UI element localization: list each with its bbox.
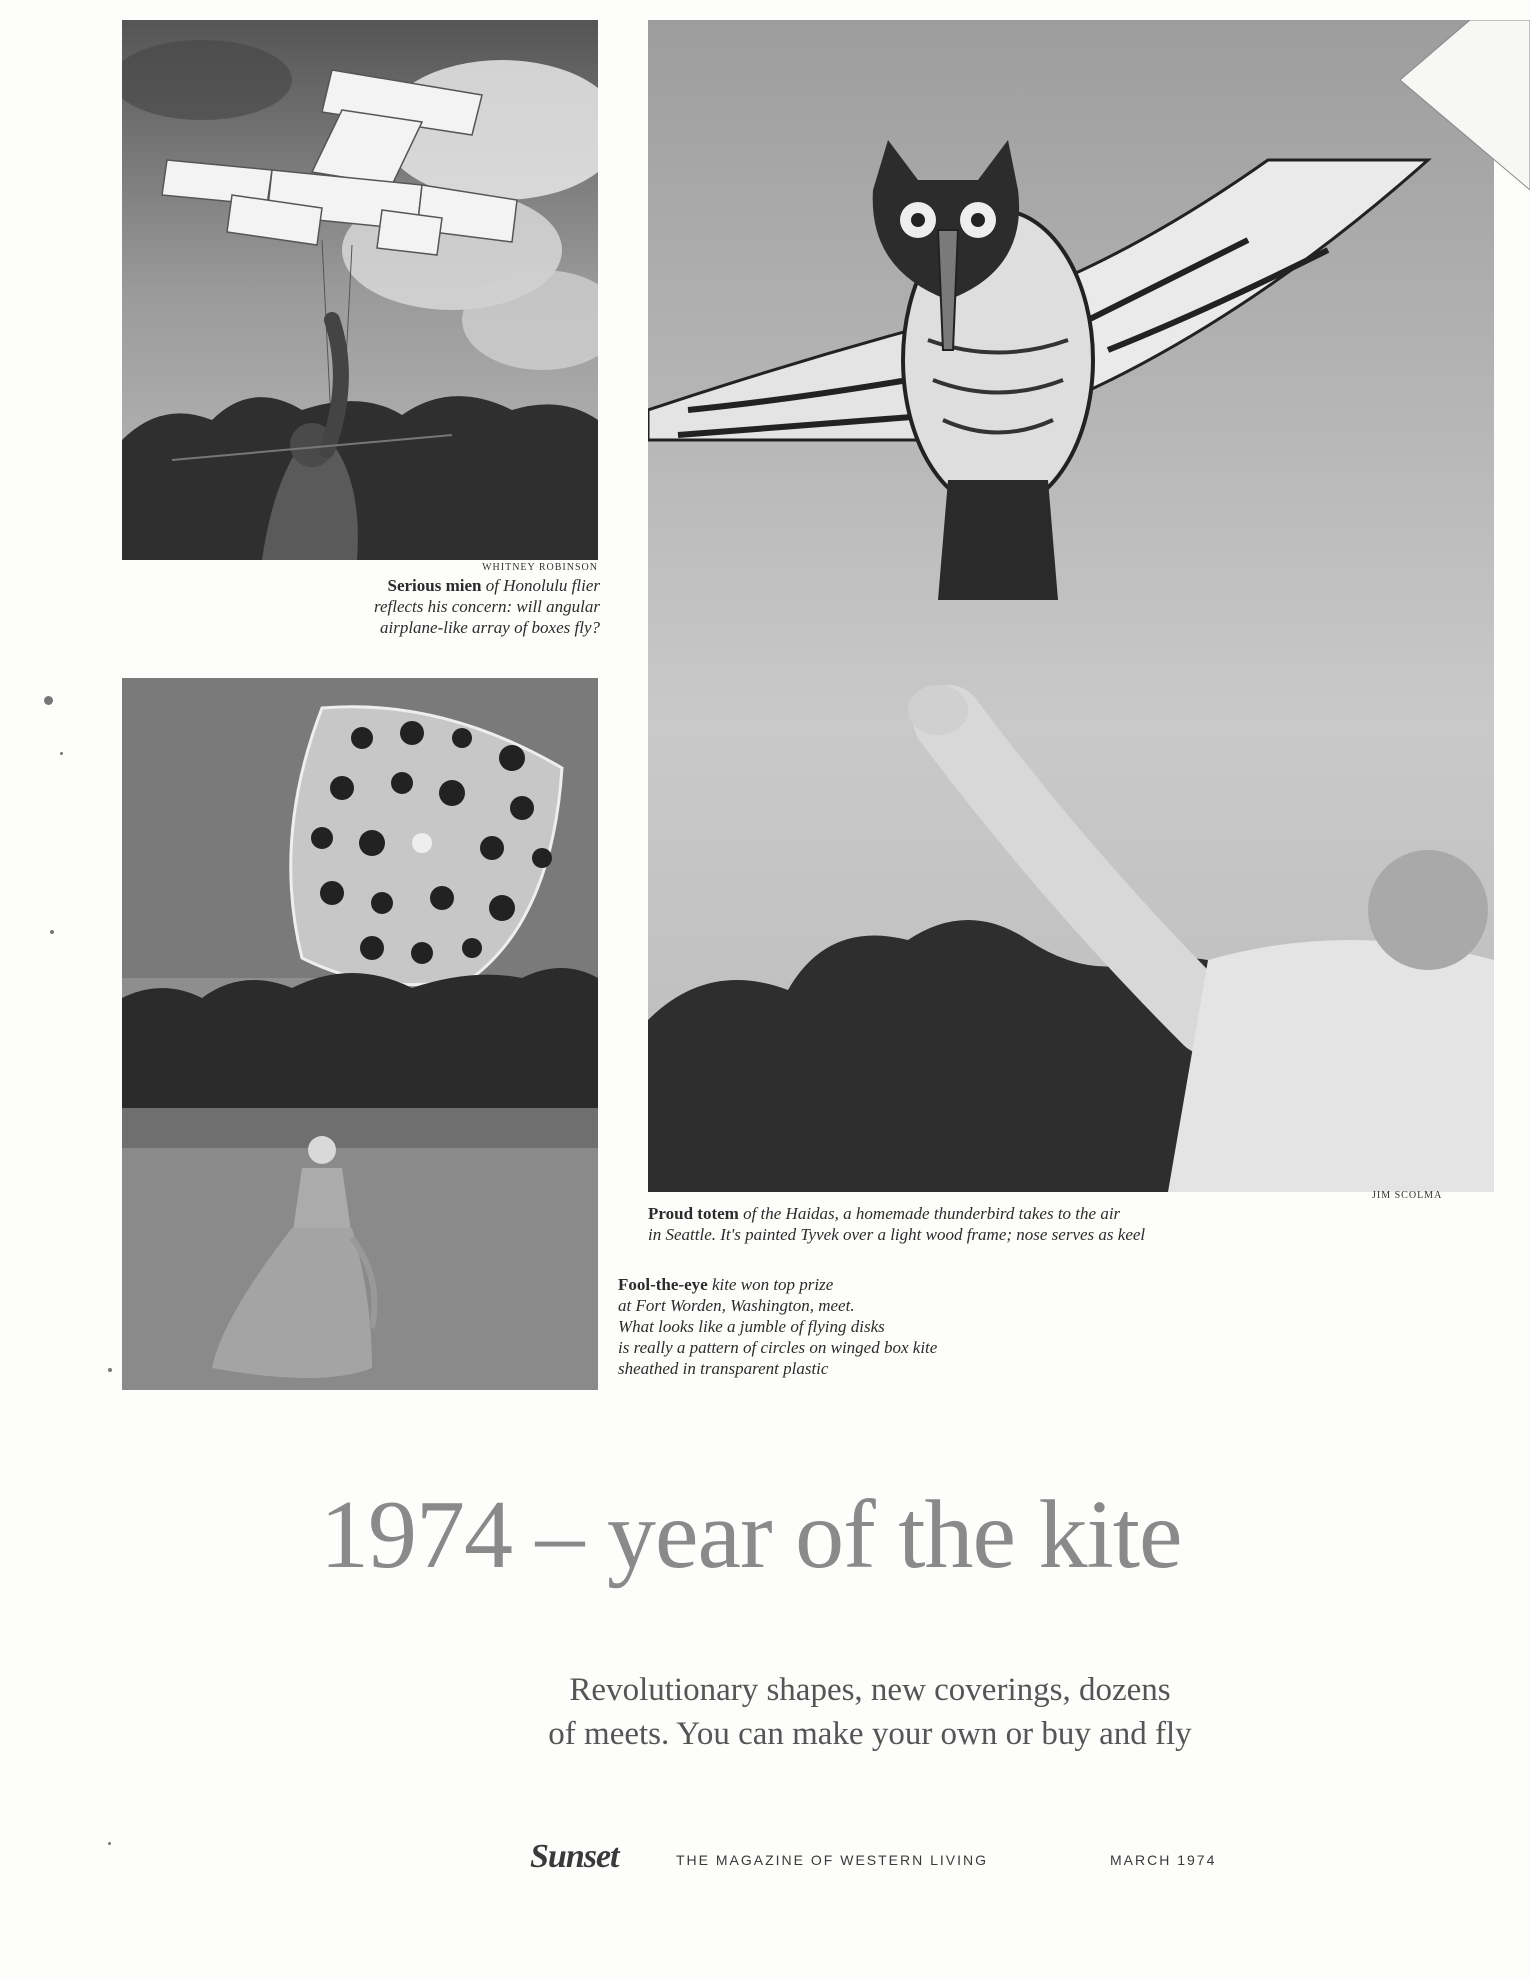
scan-speck [108,1368,112,1372]
caption-text: at Fort Worden, Washington, meet. [618,1296,855,1315]
caption-text: What looks like a jumble of flying disks [618,1317,885,1336]
caption-text: kite won top prize [707,1275,834,1294]
caption-text: in Seattle. It's painted Tyvek over a light wood frame; nose serves as keel [648,1225,1146,1244]
corner-fold [1400,20,1530,190]
photo-airplane-box-kite [122,20,598,560]
photo-thunderbird-kite [648,20,1494,1192]
photo-credit: JIM SCOLMA [1372,1190,1443,1201]
caption-proud-totem [648,1203,1408,1245]
caption-text: airplane-like array of boxes fly? [379,618,600,637]
article-headline: 1974 – year of the kite [320,1481,1182,1589]
issue-date: MARCH 1974 [1110,1852,1217,1868]
article-subhead [420,1668,1320,1756]
caption-fool-the-eye [618,1274,1078,1379]
caption-text: sheathed in transparent plastic [618,1359,829,1378]
caption-lead: Proud totem [648,1204,739,1223]
sunset-logo: Sunset [530,1838,619,1875]
caption-serious-mien [250,575,600,638]
subhead-line: Revolutionary shapes, new coverings, dozens [569,1672,1171,1708]
scan-speck [50,930,54,934]
caption-text: of the Haidas, a homemade thunderbird takes to the air [738,1204,1121,1223]
subhead-line: of meets. You can make your own or buy and fly [548,1716,1192,1752]
caption-text: reflects his concern: will angular [373,597,600,616]
caption-lead: Serious mien [387,576,482,595]
magazine-tagline: THE MAGAZINE OF WESTERN LIVING [676,1852,989,1868]
caption-text: of Honolulu flier [481,576,600,595]
caption-lead: Fool-the-eye [618,1275,708,1294]
scan-speck [60,752,63,755]
scan-speck [44,696,53,705]
photo-fool-the-eye-kite [122,678,598,1390]
photo-credit: WHITNEY ROBINSON [482,562,598,573]
scan-speck [108,1842,111,1845]
magazine-footer [530,1838,1250,1878]
caption-text: is really a pattern of circles on winged box kite [618,1338,938,1357]
